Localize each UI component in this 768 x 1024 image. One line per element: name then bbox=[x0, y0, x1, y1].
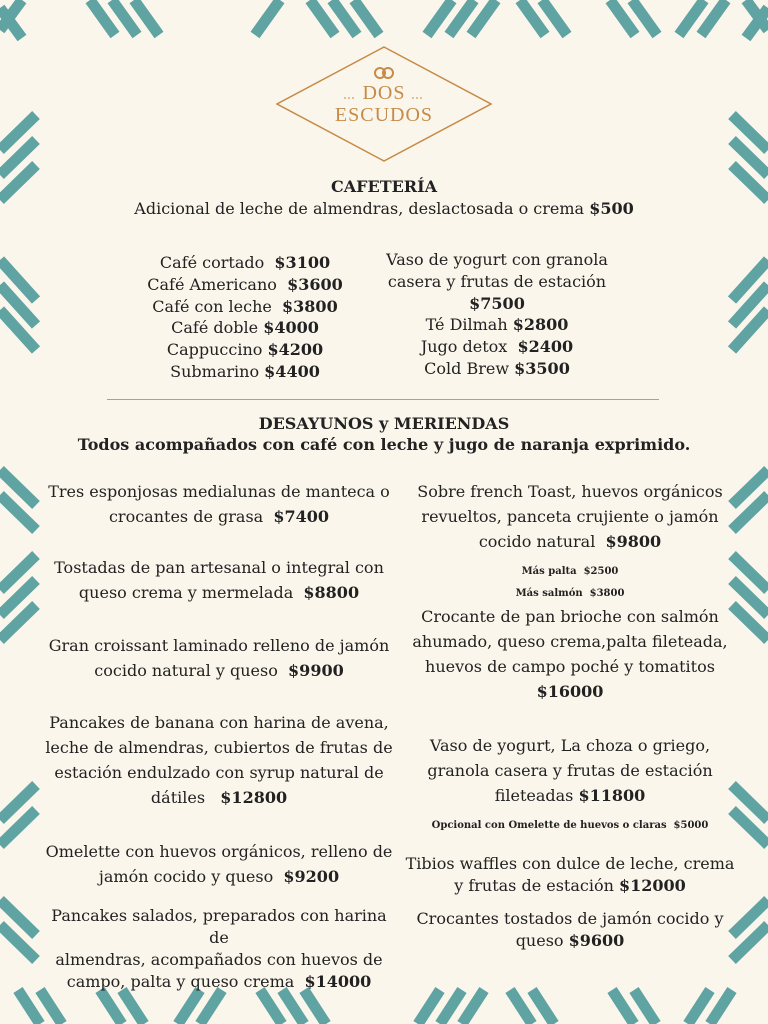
menu-item: Omelette con huevos orgánicos, relleno de jamón cocido y queso $9200 bbox=[45, 842, 393, 886]
extra-item: Más salmón $3800 bbox=[515, 588, 625, 599]
menu-item-line: casera y frutas de estación bbox=[387, 271, 607, 291]
menu-item: Pancakes salados, preparados con harina de almendras, acompañados con huevos de campo, palta y queso crema $14000 bbox=[51, 906, 387, 991]
menu-item: Té Dilmah $2800 bbox=[425, 315, 569, 335]
menu-item: Café con leche $3800 bbox=[152, 296, 338, 316]
menu-item: Jugo detox $2400 bbox=[420, 337, 574, 357]
menu-item: Tostadas de pan artesanal o integral con queso crema y mermelada $8800 bbox=[54, 558, 384, 602]
menu-item: Pancakes de banana con harina de avena, leche de almendras, cubiertos de frutas de estación endulzado con syrup natural de dátiles $12800 bbox=[45, 713, 393, 807]
extra-item: Más palta $2500 bbox=[521, 566, 619, 577]
cafeteria-left-list bbox=[130, 252, 360, 383]
menu-item-price: $7500 bbox=[469, 293, 525, 313]
menu-item: Sobre french Toast, huevos orgánicos revueltos, panceta crujiente o jamón cocido natural $9800 bbox=[417, 482, 723, 551]
menu-item: Tibios waffles con dulce de leche, crema y frutas de estación $12000 bbox=[405, 854, 735, 895]
brand-line2: ESCUDOS bbox=[334, 104, 434, 126]
menu-item: Café Americano $3600 bbox=[147, 274, 343, 294]
menu-item: Cappuccino $4200 bbox=[166, 340, 324, 360]
menu-item: Café cortado $3100 bbox=[159, 253, 331, 272]
extra-item: Opcional con Omelette de huevos o claras $5000 bbox=[431, 820, 709, 831]
menu-item: Crocantes tostados de jamón cocido y queso $9600 bbox=[416, 909, 724, 950]
menu-item: Crocante de pan brioche con salmón ahumado, queso crema,palta fileteada, huevos de campo poché y tomatitos $16000 bbox=[412, 607, 728, 701]
brand-line1: DOS bbox=[362, 82, 406, 104]
menu-item: Gran croissant laminado relleno de jamón cocido natural y queso $9900 bbox=[48, 636, 390, 680]
cafeteria-title: CAFETERÍA bbox=[331, 177, 437, 196]
section-divider bbox=[107, 399, 659, 400]
cafeteria-subtitle: Adicional de leche de almendras, deslactosada o crema $500 bbox=[134, 199, 634, 218]
rings-icon bbox=[375, 68, 393, 78]
desayunos-title: DESAYUNOS y MERIENDAS bbox=[258, 414, 510, 433]
desayunos-subtitle: Todos acompañados con café con leche y jugo de naranja exprimido. bbox=[77, 435, 691, 454]
cafeteria-right-list bbox=[372, 249, 622, 380]
menu-item: Tres esponjosas medialunas de manteca o crocantes de grasa $7400 bbox=[48, 482, 390, 526]
menu-item: Cold Brew $3500 bbox=[424, 358, 570, 378]
menu-item: Vaso de yogurt, La choza o griego, granola casera y frutas de estación fileteadas $11800 bbox=[427, 736, 713, 805]
menu-item: Submarino $4400 bbox=[170, 361, 320, 381]
menu-item-line: Vaso de yogurt con granola bbox=[386, 250, 608, 269]
menu-item: Café doble $4000 bbox=[171, 318, 319, 338]
